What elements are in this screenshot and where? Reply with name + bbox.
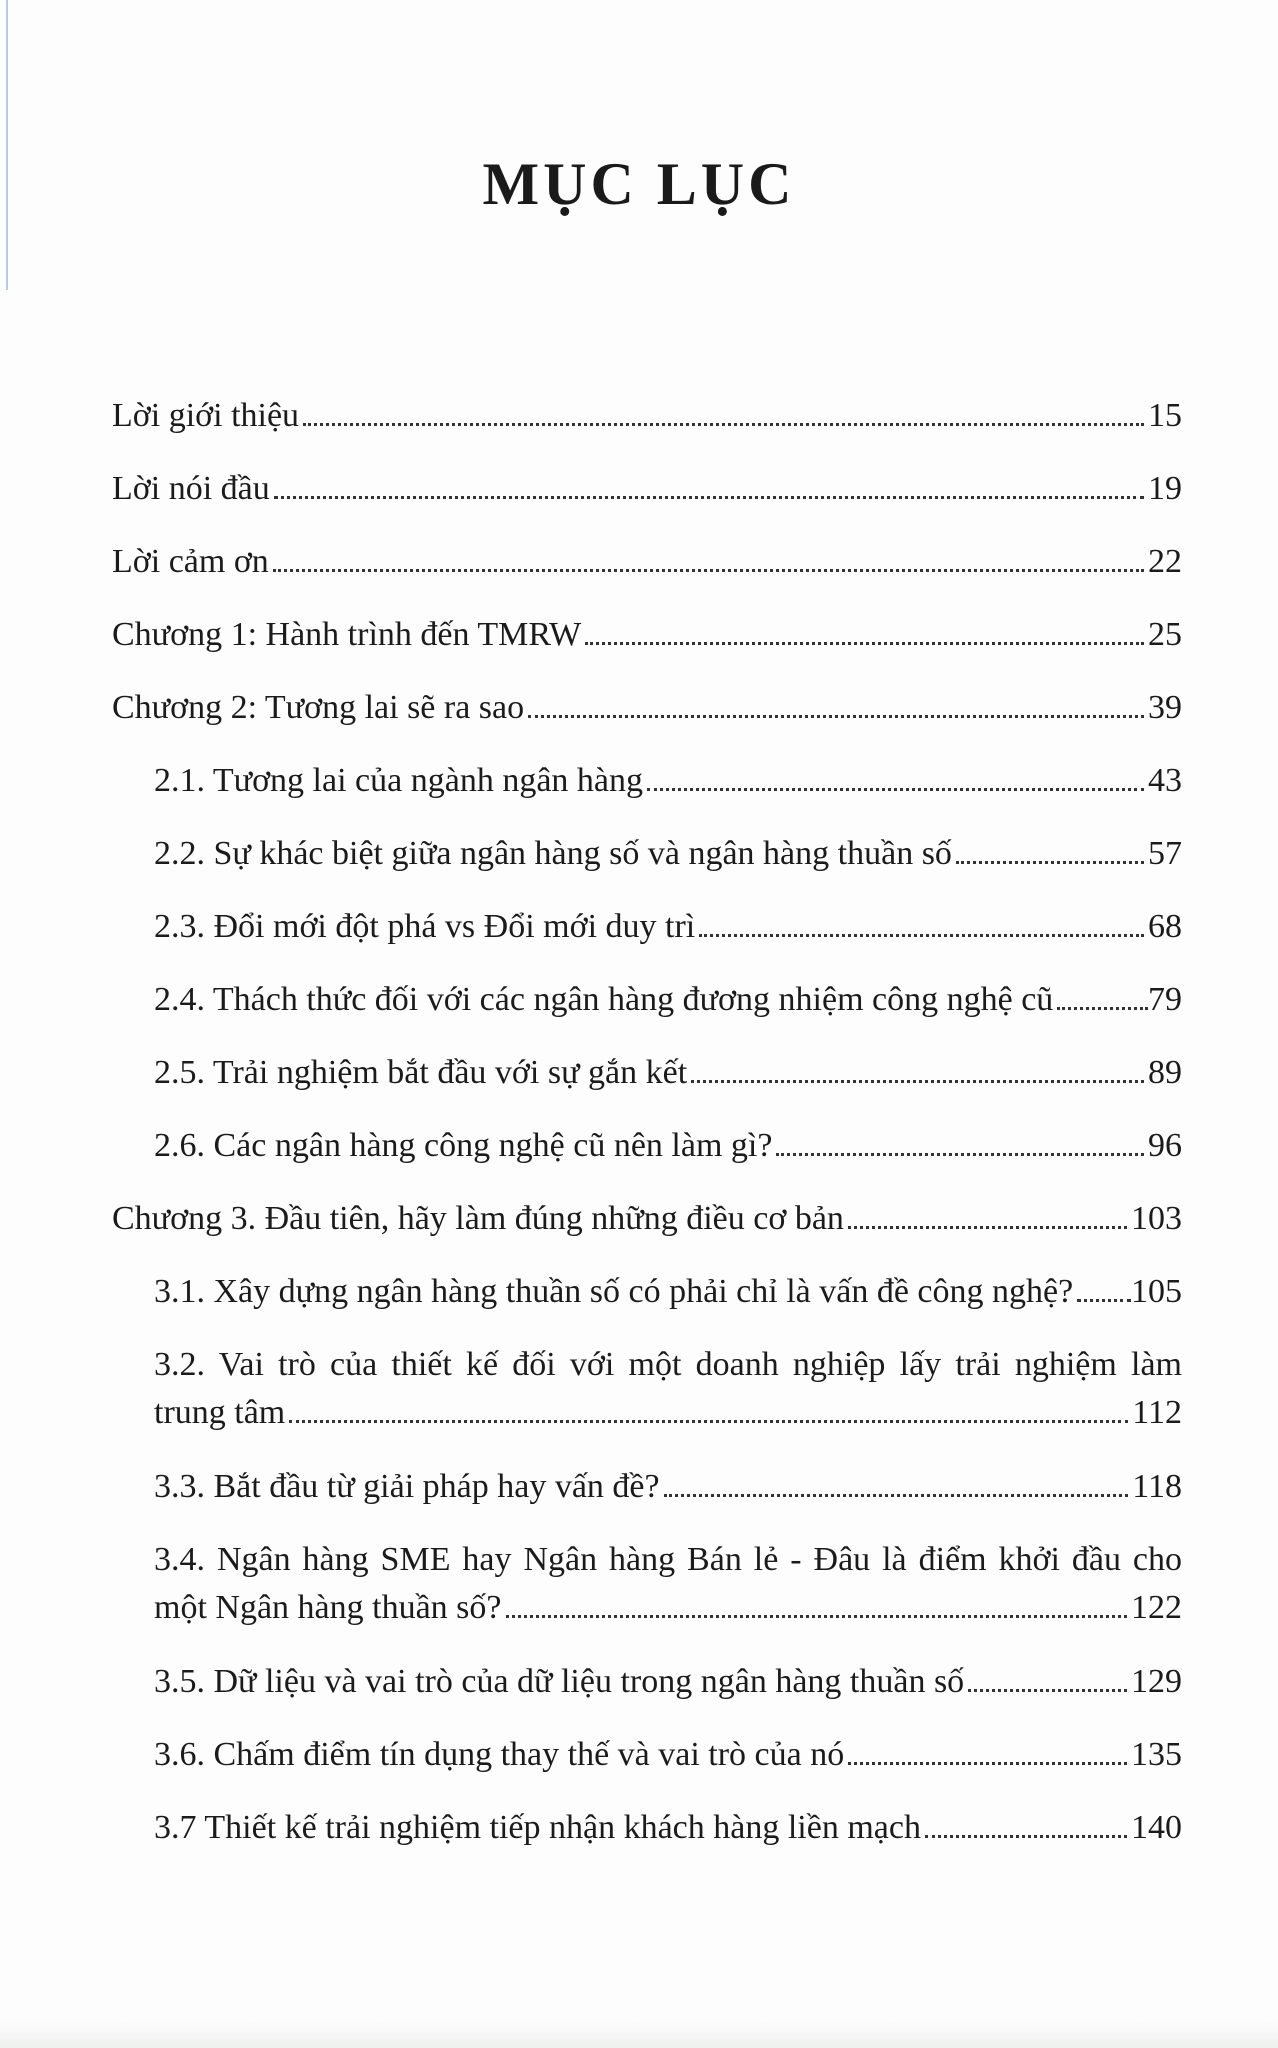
toc-entry-page: 129 [1131, 1663, 1182, 1700]
toc-entry-title: Lời giới thiệu [112, 397, 300, 434]
toc-entry-page: 112 [1132, 1394, 1182, 1431]
toc-entry[interactable] [112, 1041, 1182, 1114]
dot-leader [925, 1835, 1127, 1838]
toc-entry-title: 3.7 Thiết kế trải nghiệm tiếp nhận khách hàng liền mạch [154, 1809, 921, 1846]
toc-entry-page: 39 [1148, 689, 1182, 726]
toc-entry-title: 3.3. Bắt đầu từ giải pháp hay vấn đề? [154, 1468, 660, 1505]
toc-entry[interactable] [112, 1650, 1182, 1723]
toc-entry-title: 3.1. Xây dựng ngân hàng thuần số có phải chỉ là vấn đề công nghệ? [154, 1273, 1074, 1310]
toc-entry-title: 2.1. Tương lai của ngành ngân hàng [154, 762, 643, 799]
toc-entry[interactable] [112, 1114, 1182, 1187]
toc-entry-title: Chương 3. Đầu tiên, hãy làm đúng những điều cơ bản [112, 1200, 844, 1237]
toc-entry-title: 2.5. Trải nghiệm bắt đầu với sự gắn kết [154, 1054, 688, 1091]
toc-entry-page: 25 [1148, 616, 1182, 653]
dot-leader [848, 1226, 1127, 1229]
dot-leader [776, 1153, 1144, 1156]
toc-entry-title: Chương 1: Hành trình đến TMRW [112, 616, 582, 653]
toc-entry-title: 2.3. Đổi mới đột phá vs Đổi mới duy trì [154, 908, 696, 945]
toc-entry[interactable] [112, 603, 1182, 676]
toc-entry-title: 3.5. Dữ liệu và vai trò của dữ liệu trong ngân hàng thuần số [154, 1663, 965, 1700]
toc-entry-title: 2.4. Thách thức đối với các ngân hàng đương nhiệm công nghệ cũ [154, 981, 1054, 1018]
toc-entry[interactable] [112, 676, 1182, 749]
toc-entry-page: 103 [1131, 1200, 1182, 1237]
toc-entry[interactable] [112, 749, 1182, 822]
dot-leader [273, 569, 1144, 572]
toc-entry[interactable] [112, 822, 1182, 895]
table-of-contents [112, 384, 1182, 1869]
page-bottom-edge [0, 2020, 1278, 2048]
toc-entry-title: Lời cảm ơn [112, 543, 269, 580]
toc-entry-title-line2: một Ngân hàng thuần số? [154, 1589, 502, 1626]
toc-entry-title: 2.2. Sự khác biệt giữa ngân hàng số và ngân hàng thuần số [154, 835, 952, 872]
dot-leader [585, 642, 1144, 645]
toc-entry-page: 79 [1148, 981, 1182, 1018]
toc-entry[interactable] [112, 1260, 1182, 1333]
toc-entry-page: 118 [1132, 1468, 1182, 1505]
dot-leader [664, 1494, 1129, 1497]
toc-entry-page: 19 [1148, 470, 1182, 507]
page-edge-line [6, 0, 8, 290]
toc-entry-title-line1: 3.4. Ngân hàng SME hay Ngân hàng Bán lẻ - Đâu là điểm khởi đầu cho [154, 1541, 1182, 1578]
dot-leader [647, 788, 1144, 791]
dot-leader [274, 496, 1144, 499]
toc-entry[interactable] [112, 1455, 1182, 1528]
toc-entry-title: Chương 2: Tương lai sẽ ra sao [112, 689, 525, 726]
toc-entry-page: 43 [1148, 762, 1182, 799]
toc-entry-page: 57 [1148, 835, 1182, 872]
toc-entry-page: 22 [1148, 543, 1182, 580]
toc-entry-page: 122 [1131, 1589, 1182, 1626]
toc-entry-page: 15 [1148, 397, 1182, 434]
toc-entry-page: 96 [1148, 1127, 1182, 1164]
toc-entry-page: 135 [1131, 1736, 1182, 1773]
dot-leader [1077, 1299, 1131, 1302]
toc-entry[interactable] [112, 1723, 1182, 1796]
dot-leader [289, 1420, 1128, 1423]
toc-entry-page: 68 [1148, 908, 1182, 945]
dot-leader [303, 423, 1144, 426]
dot-leader [956, 861, 1144, 864]
toc-entry[interactable] [112, 530, 1182, 603]
toc-entry[interactable] [112, 968, 1182, 1041]
toc-entry[interactable] [112, 1528, 1182, 1650]
dot-leader [968, 1689, 1127, 1692]
toc-entry[interactable] [112, 895, 1182, 968]
toc-entry[interactable] [112, 384, 1182, 457]
toc-entry-title: 2.6. Các ngân hàng công nghệ cũ nên làm gì? [154, 1127, 773, 1164]
dot-leader [848, 1762, 1127, 1765]
toc-entry-page: 140 [1131, 1809, 1182, 1846]
dot-leader [699, 934, 1144, 937]
page-title: MỤC LỤC [482, 151, 796, 217]
dot-leader [528, 715, 1144, 718]
toc-entry-title: 3.6. Chấm điểm tín dụng thay thế và vai trò của nó [154, 1736, 845, 1773]
toc-entry[interactable] [112, 1796, 1182, 1869]
toc-entry-page: 89 [1148, 1054, 1182, 1091]
toc-entry[interactable] [112, 1333, 1182, 1455]
toc-entry-title: Lời nói đầu [112, 470, 270, 507]
toc-entry[interactable] [112, 457, 1182, 530]
toc-entry-page: 105 [1131, 1273, 1182, 1310]
dot-leader [506, 1615, 1128, 1618]
toc-entry[interactable] [112, 1187, 1182, 1260]
dot-leader [1057, 1007, 1148, 1010]
toc-entry-title-line2: trung tâm [154, 1394, 286, 1431]
dot-leader [691, 1080, 1144, 1083]
toc-entry-title-line1: 3.2. Vai trò của thiết kế đối với một doanh nghiệp lấy trải nghiệm làm [154, 1346, 1182, 1383]
